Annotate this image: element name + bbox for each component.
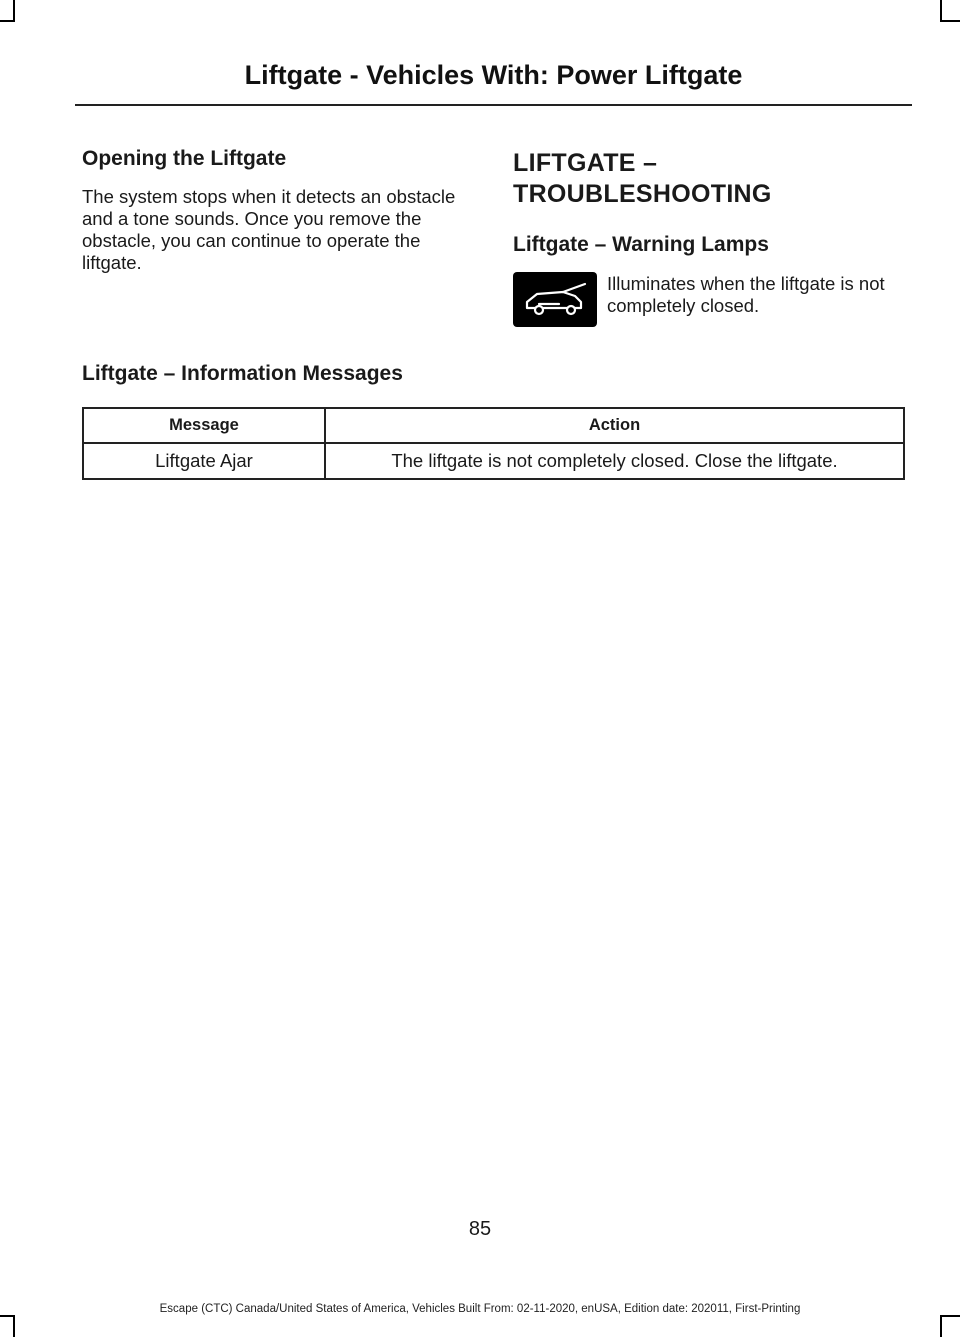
liftgate-ajar-icon (513, 272, 597, 327)
information-messages-heading: Liftgate – Information Messages (82, 362, 403, 385)
column-header-action: Action (325, 408, 904, 443)
warning-lamp-description: Illuminates when the liftgate is not completely closed. (607, 273, 885, 316)
header-rule (75, 104, 912, 106)
message-cell: Liftgate Ajar (83, 443, 325, 479)
crop-mark (940, 1315, 942, 1337)
crop-mark (940, 1315, 960, 1317)
page-header-title: Liftgate - Vehicles With: Power Liftgate (244, 60, 743, 90)
troubleshooting-title: LIFTGATE – TROUBLESHOOTING (513, 149, 772, 208)
crop-mark (0, 1315, 15, 1317)
crop-mark (13, 1315, 15, 1337)
warning-lamps-heading: Liftgate – Warning Lamps (513, 233, 769, 256)
opening-heading: Opening the Liftgate (82, 147, 287, 170)
table-row (83, 443, 904, 479)
table-header-row (83, 408, 904, 443)
right-column (513, 146, 913, 327)
column-header-message: Message (83, 408, 325, 443)
footer-text: Escape (CTC) Canada/United States of America, Vehicles Built From: 02-11-2020, enUSA, Edition date: 202011, First-Printing (159, 1303, 801, 1315)
warning-lamp-row (513, 272, 913, 327)
crop-mark (940, 0, 942, 22)
opening-body: The system stops when it detects an obstacle and a tone sounds. Once you remove the obstacle, you can continue to operate the liftgate. (82, 186, 456, 273)
crop-mark (13, 0, 15, 22)
information-messages-table (82, 407, 905, 480)
left-column (82, 146, 472, 274)
page-number: 85 (468, 1218, 492, 1240)
crop-mark (0, 20, 15, 22)
action-cell: The liftgate is not completely closed. Close the liftgate. (325, 443, 904, 479)
liftgate-ajar-icon-graphic (519, 280, 591, 320)
crop-mark (940, 20, 960, 22)
